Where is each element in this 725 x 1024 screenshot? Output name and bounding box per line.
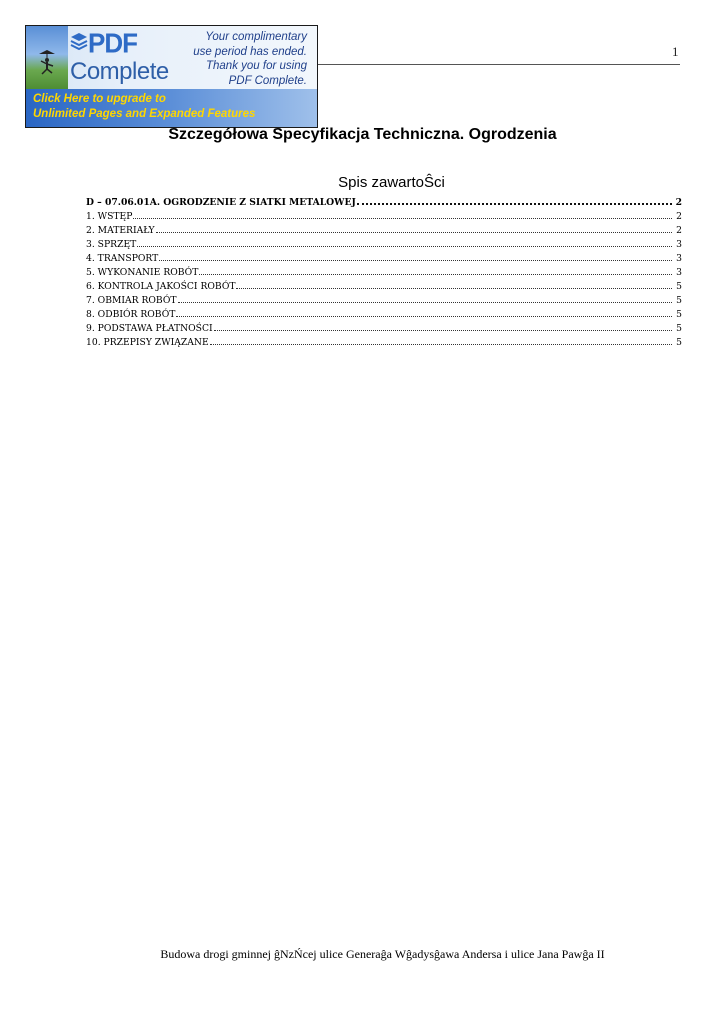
toc-entry[interactable]: [86, 196, 682, 210]
toc-entry[interactable]: [86, 322, 682, 336]
upgrade-link-line[interactable]: Click Here to upgrade to: [33, 93, 166, 105]
toc-entry-page[interactable]: 3: [676, 267, 682, 278]
toc-entry-label[interactable]: 5. WYKONANIE ROBÓT: [86, 267, 199, 278]
header-rule: [318, 64, 680, 65]
toc-entry-label[interactable]: 3. SPRZĘT: [86, 239, 137, 250]
toc-heading: Spis zawartoŜci: [338, 174, 445, 191]
toc-entry[interactable]: [86, 224, 682, 238]
page-number: 1: [672, 44, 679, 59]
toc-entry-label[interactable]: 2. MATERIAŁY: [86, 225, 155, 236]
banner-message-line: Thank you for using: [205, 60, 307, 72]
upgrade-banner[interactable]: [25, 25, 318, 128]
toc-entry-label[interactable]: D – 07.06.01A. OGRODZENIE Z SIATKI METALOWEJ: [86, 197, 356, 208]
toc-entry[interactable]: [86, 238, 682, 252]
toc-entry[interactable]: [86, 336, 682, 350]
toc-entry-page[interactable]: 2: [676, 225, 682, 236]
upgrade-link-line[interactable]: Unlimited Pages and Expanded Features: [33, 108, 256, 120]
toc-entry[interactable]: [86, 252, 682, 266]
toc-entry-page[interactable]: 2: [676, 211, 682, 222]
toc-entry-label[interactable]: 1. WSTĘP: [86, 211, 133, 222]
banner-message-line: use period has ended.: [193, 45, 307, 58]
toc-entry-label[interactable]: 9. PODSTAWA PŁATNOŚCI: [86, 323, 213, 334]
toc-leader-dots: [178, 302, 673, 303]
toc-entry-page[interactable]: 5: [676, 281, 682, 292]
stacked-layers-icon: [70, 32, 88, 52]
jumping-person-icon: [36, 48, 58, 76]
toc-leader-dots: [210, 344, 672, 345]
toc-leader-dots: [357, 203, 672, 205]
table-of-contents: [86, 196, 682, 350]
upgrade-link-band[interactable]: [26, 89, 317, 127]
toc-leader-dots: [199, 274, 672, 275]
toc-entry-label[interactable]: 6. KONTROLA JAKOŚCI ROBÓT: [86, 281, 236, 292]
banner-message: [157, 30, 307, 88]
banner-scene-image: [26, 26, 68, 89]
toc-leader-dots: [156, 232, 673, 233]
toc-entry[interactable]: [86, 280, 682, 294]
toc-entry[interactable]: [86, 266, 682, 280]
toc-entry-page[interactable]: 3: [676, 239, 682, 250]
toc-leader-dots: [214, 330, 673, 331]
toc-entry-page[interactable]: 5: [676, 323, 682, 334]
toc-entry[interactable]: [86, 294, 682, 308]
banner-message-line: Your complimentary: [205, 31, 307, 43]
toc-leader-dots: [133, 218, 672, 219]
toc-entry-page[interactable]: 5: [676, 337, 682, 348]
page-footer: Budowa drogi gminnej ĝNzŃcej ulice Generaĝa Wĝadysĝawa Andersa i ulice Jana Pawĝa II: [160, 947, 605, 961]
logo-complete-text: Complete: [70, 58, 169, 85]
toc-entry-page[interactable]: 5: [676, 295, 682, 306]
toc-leader-dots: [236, 288, 672, 289]
upgrade-link[interactable]: [33, 92, 255, 122]
toc-leader-dots: [176, 316, 672, 317]
toc-entry-page[interactable]: 3: [676, 253, 682, 264]
toc-entry-page[interactable]: 5: [676, 309, 682, 320]
toc-entry-page[interactable]: 2: [675, 197, 682, 208]
toc-entry[interactable]: [86, 210, 682, 224]
toc-entry-label[interactable]: 8. ODBIÓR ROBÓT: [86, 309, 176, 320]
toc-leader-dots: [137, 246, 672, 247]
toc-entry-label[interactable]: 7. OBMIAR ROBÓT: [86, 295, 177, 306]
banner-message-line: PDF Complete.: [228, 74, 307, 87]
toc-leader-dots: [159, 260, 672, 261]
toc-entry-label[interactable]: 10. PRZEPISY ZWIĄZANE: [86, 337, 209, 348]
document-title: Szczegółowa Specyfikacja Techniczna. Ogrodzenia: [168, 126, 557, 143]
toc-entry-label[interactable]: 4. TRANSPORT: [86, 253, 159, 264]
logo-pdf-text: PDF: [88, 27, 137, 59]
banner-top: [26, 26, 317, 89]
toc-entry[interactable]: [86, 308, 682, 322]
